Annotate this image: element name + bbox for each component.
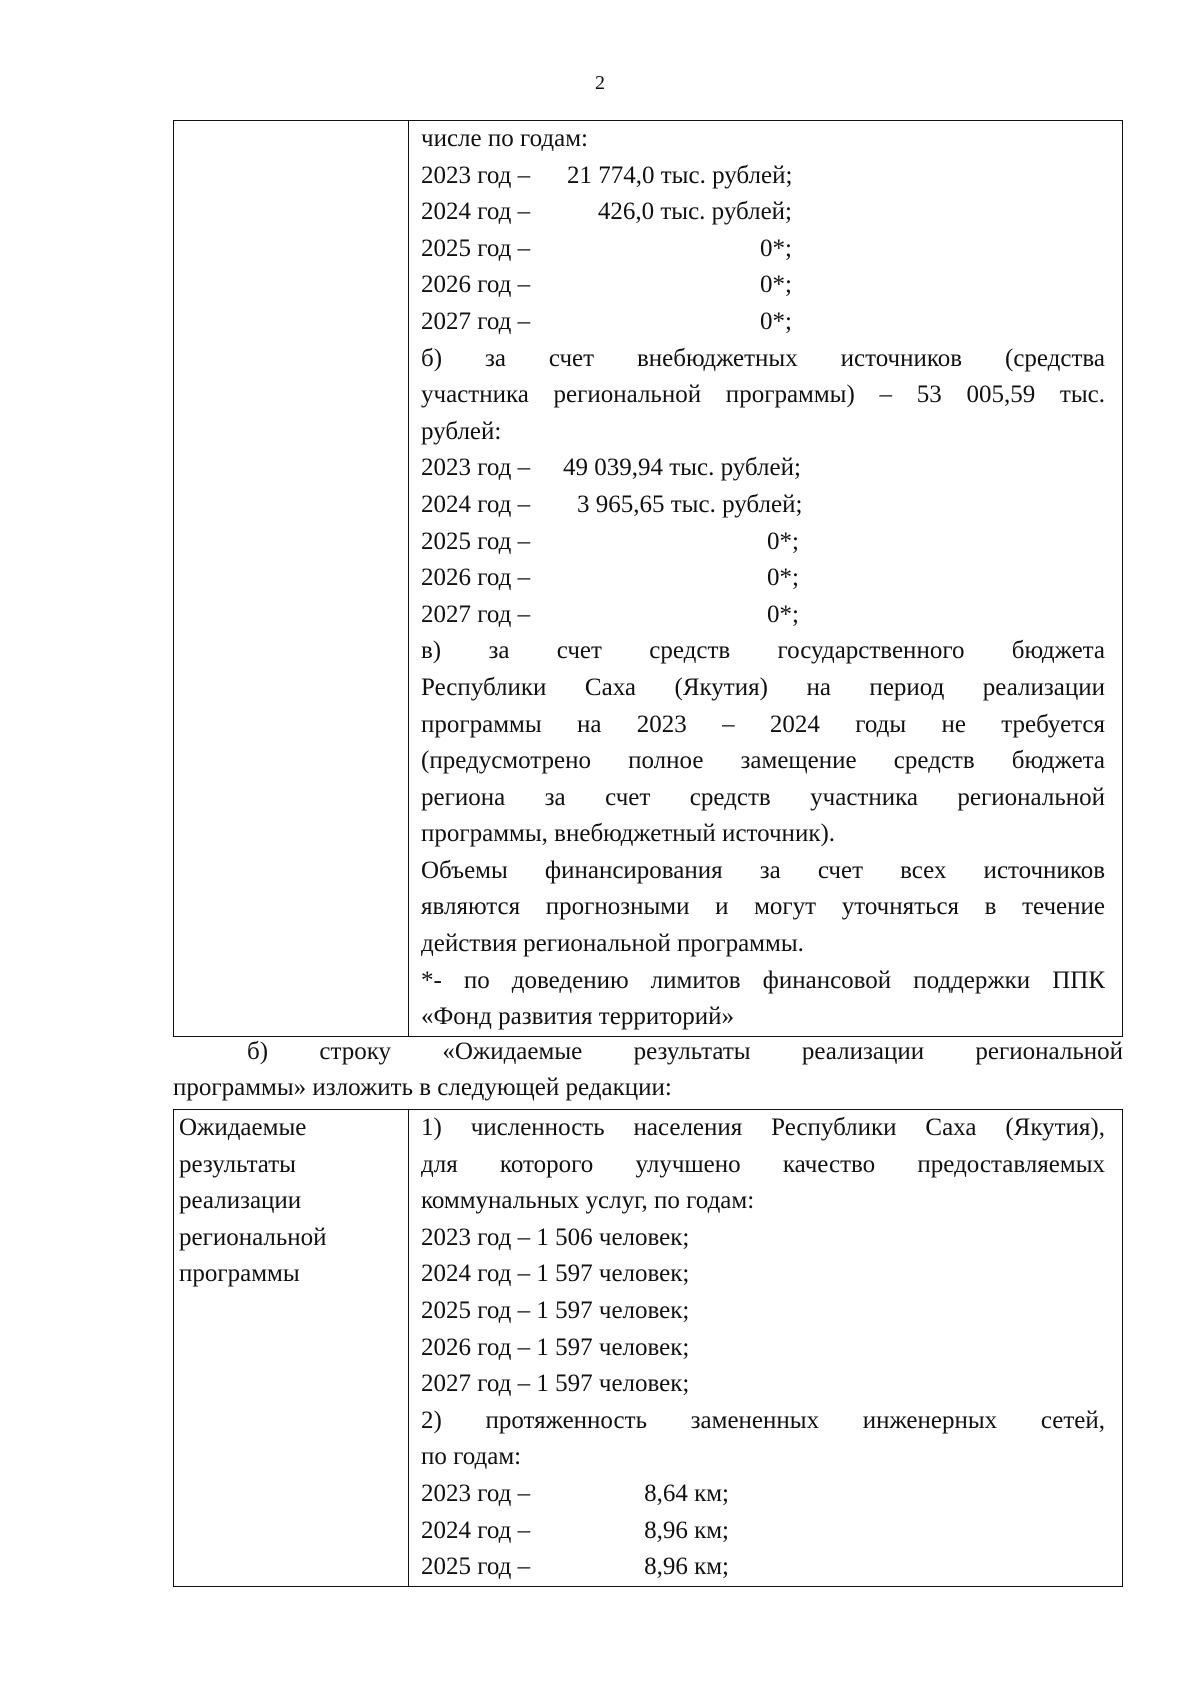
text-line: б) за счет внебюджетных источников (средства	[421, 344, 1105, 372]
text-line: участника региональной программы) – 53 005,59 тыс.	[421, 381, 1105, 409]
year-row: 2023 год – 21 774,0 тыс. рублей;	[421, 161, 793, 189]
text-line: числе по годам:	[421, 125, 588, 152]
people-row: 2027 год – 1 597 человек;	[421, 1370, 690, 1398]
text-line: являются прогнозными и могут уточняться в течение	[421, 893, 1105, 921]
text-line: Республики Саха (Якутия) на период реализации	[421, 673, 1105, 701]
text-line: региона за счет средств участника региональной	[421, 783, 1105, 811]
km-row: 2025 год – 8,96 км;	[421, 1553, 729, 1581]
text-line: (предусмотрено полное замещение средств бюджета	[421, 747, 1105, 775]
results-cell	[409, 1110, 1123, 1587]
footnote-line: «Фонд развития территорий»	[421, 1003, 735, 1031]
text-line: рублей:	[421, 417, 502, 445]
table-left-cell	[174, 1110, 409, 1587]
footnote-line: *- по доведению лимитов финансовой поддержки ППК	[421, 966, 1105, 994]
year-row: 2026 год – 0*;	[421, 564, 799, 592]
row-label-line: результаты	[179, 1150, 296, 1178]
people-row: 2026 год – 1 597 человек;	[421, 1333, 690, 1361]
km-row: 2024 год – 8,96 км;	[421, 1516, 729, 1544]
people-row: 2025 год – 1 597 человек;	[421, 1296, 690, 1324]
page-number: 2	[595, 72, 605, 94]
text-line: программы» изложить в следующей редакции:	[173, 1074, 672, 1101]
row-label-line: региональной	[179, 1223, 327, 1251]
paragraph-b	[173, 1034, 1123, 1106]
row-label-line: Ожидаемые	[179, 1114, 307, 1141]
row-label-line: программы	[179, 1260, 300, 1288]
text-line: б) строку «Ожидаемые результаты реализации региональной	[247, 1038, 1123, 1065]
text-line: по годам:	[421, 1443, 522, 1471]
year-row: 2024 год – 426,0 тыс. рублей;	[421, 198, 792, 226]
text-line: программы, внебюджетный источник).	[421, 820, 836, 848]
year-row: 2027 год – 0*;	[421, 307, 792, 335]
funding-cell	[409, 121, 1123, 1037]
text-line: в) за счет средств государственного бюджета	[421, 637, 1105, 665]
year-row: 2025 год – 0*;	[421, 234, 792, 262]
year-row: 2023 год – 49 039,94 тыс. рублей;	[421, 454, 801, 482]
text-line: 1) численность населения Республики Саха (Якутия),	[421, 1114, 1105, 1141]
year-row: 2026 год – 0*;	[421, 271, 792, 299]
text-line: Объемы финансирования за счет всех источников	[421, 856, 1105, 884]
passport-table-results	[173, 1109, 1123, 1587]
text-line: коммунальных услуг, по годам:	[421, 1187, 755, 1215]
text-line: для которого улучшено качество предоставляемых	[421, 1150, 1105, 1178]
row-label-line: реализации	[179, 1187, 302, 1215]
text-line: действия региональной программы.	[421, 930, 804, 958]
text-line: программы на 2023 – 2024 годы не требуется	[421, 710, 1105, 738]
km-row: 2023 год – 8,64 км;	[421, 1479, 729, 1507]
year-row: 2027 год – 0*;	[421, 600, 799, 628]
people-row: 2023 год – 1 506 человек;	[421, 1223, 690, 1251]
text-line: 2) протяженность замененных инженерных сетей,	[421, 1406, 1105, 1434]
year-row: 2024 год – 3 965,65 тыс. рублей;	[421, 490, 803, 518]
people-row: 2024 год – 1 597 человек;	[421, 1260, 690, 1288]
year-row: 2025 год – 0*;	[421, 527, 799, 555]
table-left-cell	[174, 121, 409, 1037]
passport-table-funding	[173, 120, 1123, 1037]
